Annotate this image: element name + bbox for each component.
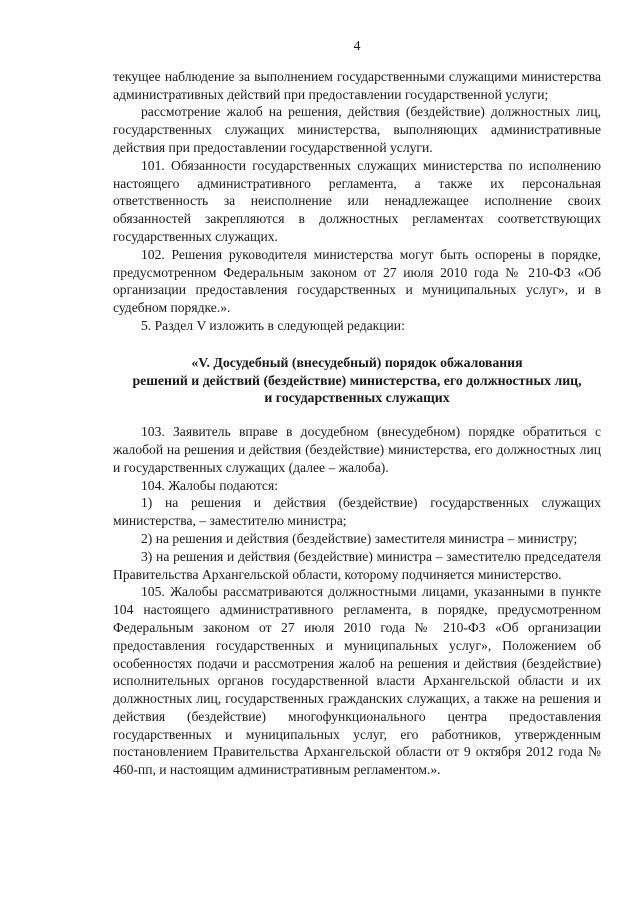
paragraph-104-item-1: 1) на решения и действия (бездействие) государственных служащих министерства, – заместителю министра; [113,495,601,529]
document-page [113,38,601,779]
section-heading-line-1: «V. Досудебный (внесудебный) порядок обжалования [191,354,523,370]
paragraph-item-5: 5. Раздел V изложить в следующей редакции: [141,317,405,333]
section-heading-line-2: решений и действий (бездействие) министерства, его должностных лиц, [132,372,582,388]
section-heading [113,354,601,407]
paragraph-103: 103. Заявитель вправе в досудебном (внесудебном) порядке обратиться с жалобой на решения и действия (бездействие) министерства, его должностных лиц и государственных служащих (далее – жалоба). [113,424,601,475]
paragraph-104: 104. Жалобы подаются: [141,477,278,493]
paragraph-101: 101. Обязанности государственных служащих министерства по исполнению настоящего административного регламента, а также их персональная ответственность за неисполнение или ненадлежащее исполнение своих обязанностей закрепляются в должностных регламентах соответствующих государственных служащих. [113,157,601,244]
paragraph-104-item-2: 2) на решения и действия (бездействие) заместителя министра – министру; [141,530,578,546]
section-heading-line-3: и государственных служащих [264,390,450,406]
page-number: 4 [353,39,361,54]
paragraph-complaints-review: рассмотрение жалоб на решения, действия (бездействие) должностных лиц, государственных служащих министерства, выполняющих административные действия при предоставлении государственной услуги. [113,104,601,155]
paragraph-monitoring: текущее наблюдение за выполнением государственными служащими министерства административных действий при предоставлении государственной услуги; [113,68,601,102]
paragraph-105: 105. Жалобы рассматриваются должностными лицами, указанными в пункте 104 настоящего административного регламента, в порядке, предусмотренном Федеральным законом от 27 июля 2010 года № 210-ФЗ «Об организации предоставления государственных и муниципальных услуг», Положением об особенностях подачи и рассмотрения жалоб на решения и действия (бездействие) исполнительных органов государственной власти Архангельской области и их должностных лиц, государственных гражданских служащих, а также на решения и действия (бездействие) многофункционального центра предоставления государственных и муниципальных услуг, его работников, утвержденным постановлением Правительства Архангельской области от 9 октября 2012 года № 460-пп, и настоящим административным регламентом.». [113,584,601,778]
paragraph-102: 102. Решения руководителя министерства могут быть оспорены в порядке, предусмотренном Федеральным законом от 27 июля 2010 года № 210-ФЗ «Об организации предоставления государственных и муниципальных услуг», и в судебном порядке.». [113,246,601,316]
paragraph-104-item-3: 3) на решения и действия (бездействие) министра – заместителю председателя Правительства Архангельской области, которому подчиняется министерство. [113,548,601,582]
